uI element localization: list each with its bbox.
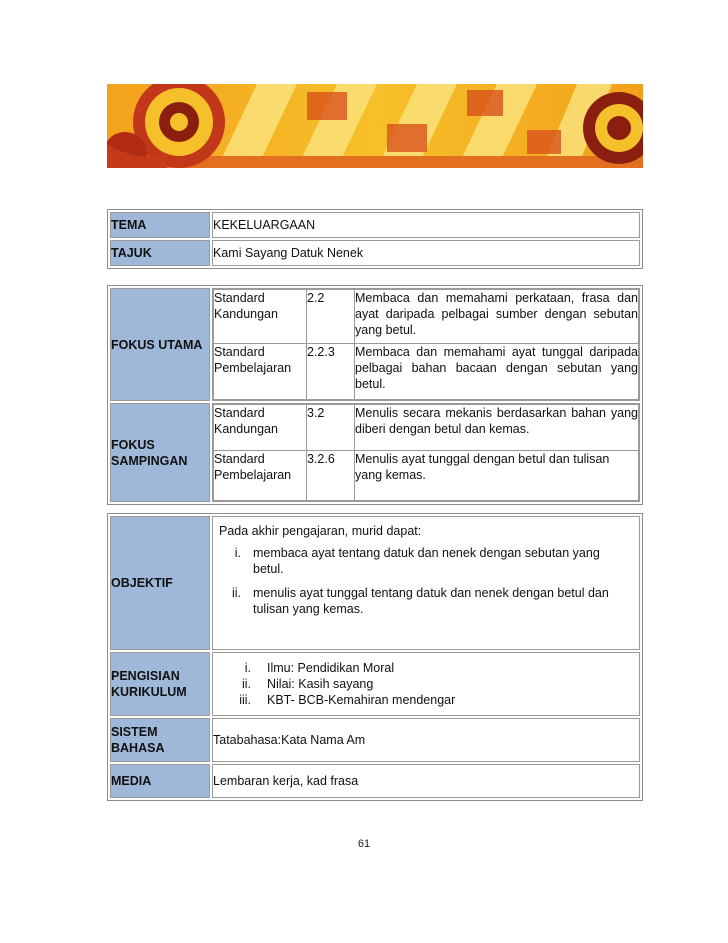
standard-type: Standard Kandungan — [214, 405, 307, 451]
standard-type: Standard Pembelajaran — [214, 344, 307, 400]
page-number: 61 — [357, 838, 371, 850]
list-item — [219, 676, 633, 692]
list-item-number: ii. — [231, 586, 241, 600]
fokus-table — [107, 285, 643, 505]
list-item — [219, 660, 633, 676]
sistem-bahasa-value: Tatabahasa:Kata Nama Am — [212, 718, 640, 762]
list-item-text: membaca ayat tentang datuk dan nenek dengan sebutan yang betul. — [253, 546, 600, 576]
standard-code: 2.2 — [307, 290, 355, 344]
fokus-sampingan-label: FOKUS SAMPINGAN — [110, 403, 210, 502]
list-item-number: ii. — [241, 677, 251, 691]
standard-type: Standard Pembelajaran — [214, 451, 307, 501]
pengisian-list — [219, 660, 633, 708]
standard-code: 3.2.6 — [307, 451, 355, 501]
details-table — [107, 513, 643, 801]
list-item — [219, 585, 631, 617]
list-item-text: Nilai: Kasih sayang — [267, 677, 374, 691]
tema-value: KEKELUARGAAN — [212, 212, 640, 238]
list-item-text: menulis ayat tunggal tentang datuk dan nenek dengan betul dan tulisan yang kemas. — [253, 586, 609, 616]
header-banner — [107, 84, 643, 168]
fokus-utama-content — [212, 288, 640, 401]
fokus-utama-label: FOKUS UTAMA — [110, 288, 210, 401]
standard-desc: Menulis secara mekanis berdasarkan bahan yang diberi dengan betul dan kemas. — [355, 405, 639, 451]
objektif-list — [219, 545, 631, 617]
list-item — [219, 545, 631, 577]
standard-desc: Membaca dan memahami ayat tunggal daripada pelbagai bahan bacaan dengan sebutan yang betul. — [355, 344, 639, 400]
standard-code: 2.2.3 — [307, 344, 355, 400]
list-item-number: i. — [244, 661, 251, 675]
media-label: MEDIA — [110, 764, 210, 798]
list-item-text: KBT- BCB-Kemahiran mendengar — [267, 693, 456, 707]
objektif-label: OBJEKTIF — [110, 516, 210, 650]
list-item-number: iii. — [239, 693, 251, 707]
standard-desc: Menulis ayat tunggal dengan betul dan tulisan yang kemas. — [355, 451, 639, 501]
fokus-sampingan-row — [214, 451, 639, 501]
objektif-intro: Pada akhir pengajaran, murid dapat: — [219, 524, 422, 538]
objektif-content — [212, 516, 640, 650]
pengisian-label: PENGISIAN KURIKULUM — [110, 652, 210, 716]
standard-code: 3.2 — [307, 405, 355, 451]
fokus-utama-row — [214, 344, 639, 400]
tema-label: TEMA — [110, 212, 210, 238]
header-table — [107, 209, 643, 269]
tajuk-label: TAJUK — [110, 240, 210, 266]
standard-type: Standard Kandungan — [214, 290, 307, 344]
fokus-sampingan-row — [214, 405, 639, 451]
list-item — [219, 692, 633, 708]
fokus-utama-row — [214, 290, 639, 344]
pengisian-content — [212, 652, 640, 716]
sistem-bahasa-label: SISTEM BAHASA — [110, 718, 210, 762]
fokus-sampingan-content — [212, 403, 640, 502]
list-item-number: i. — [234, 546, 241, 560]
standard-desc: Membaca dan memahami perkataan, frasa dan ayat daripada pelbagai sumber dengan sebutan yang betul. — [355, 290, 639, 344]
list-item-text: Ilmu: Pendidikan Moral — [267, 661, 395, 675]
tajuk-value: Kami Sayang Datuk Nenek — [212, 240, 640, 266]
banner-graphic — [107, 84, 643, 168]
media-value: Lembaran kerja, kad frasa — [212, 764, 640, 798]
